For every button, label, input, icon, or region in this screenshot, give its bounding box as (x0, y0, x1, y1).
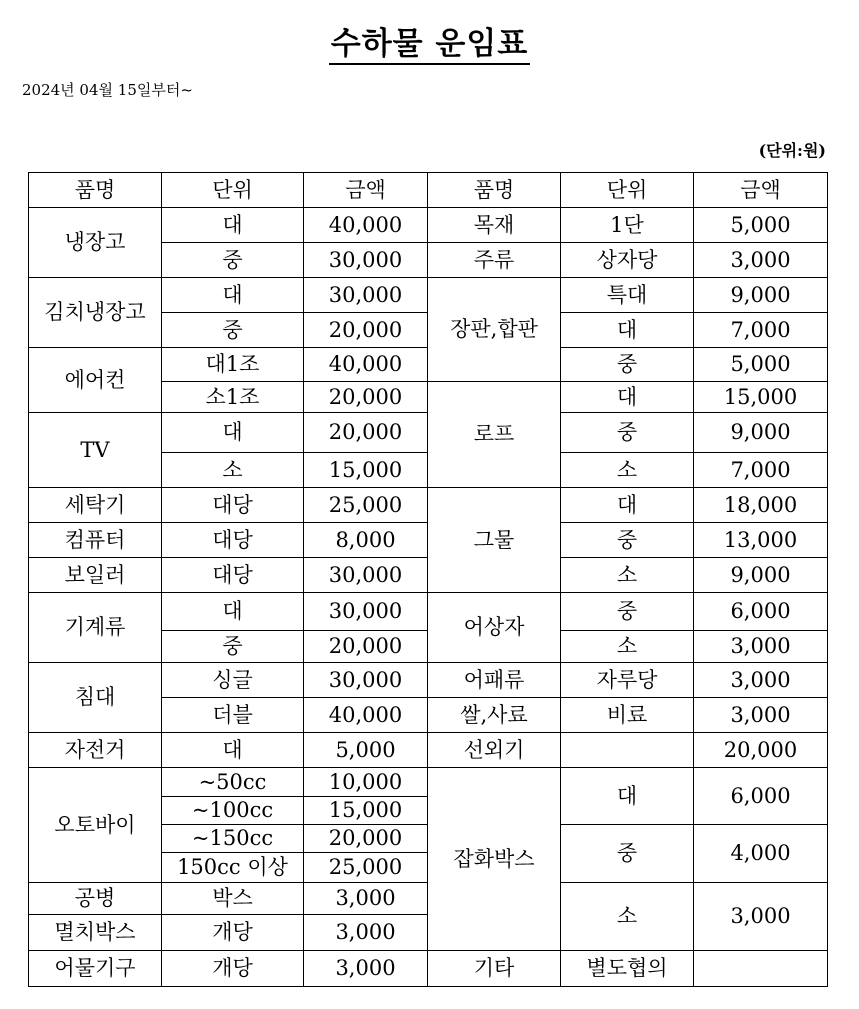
item-amount: 20,000 (304, 382, 428, 413)
item-unit: ~50cc (162, 768, 304, 797)
item-amount: 15,000 (304, 453, 428, 488)
item-unit: 중 (561, 523, 694, 558)
item-unit: 150cc 이상 (162, 853, 304, 883)
item-amount: 20,000 (304, 413, 428, 453)
item-name: 그물 (428, 488, 561, 593)
item-amount: 3,000 (304, 915, 428, 951)
item-name: 목재 (428, 208, 561, 243)
item-name: TV (29, 413, 162, 488)
item-amount: 6,000 (694, 768, 828, 825)
item-unit: 대 (561, 488, 694, 523)
header-unit: 단위 (162, 173, 304, 208)
item-unit (561, 733, 694, 768)
item-unit: 대1조 (162, 348, 304, 382)
item-unit: 더블 (162, 698, 304, 733)
item-amount: 3,000 (694, 243, 828, 278)
item-unit: 비료 (561, 698, 694, 733)
item-name: 공병 (29, 883, 162, 915)
item-unit: 대 (561, 382, 694, 413)
item-amount: 40,000 (304, 698, 428, 733)
item-amount: 30,000 (304, 593, 428, 631)
item-unit: 소 (561, 453, 694, 488)
item-name: 오토바이 (29, 768, 162, 883)
item-unit: 중 (162, 313, 304, 348)
freight-rate-table (28, 172, 828, 987)
item-unit: 별도협의 (561, 951, 694, 987)
item-unit: 대 (162, 413, 304, 453)
item-unit: 중 (162, 631, 304, 663)
item-name: 멸치박스 (29, 915, 162, 951)
item-amount: 25,000 (304, 853, 428, 883)
item-amount: 30,000 (304, 278, 428, 313)
item-name: 보일러 (29, 558, 162, 593)
item-amount: 13,000 (694, 523, 828, 558)
item-amount: 4,000 (694, 825, 828, 883)
item-amount: 30,000 (304, 558, 428, 593)
item-name: 냉장고 (29, 208, 162, 278)
item-amount: 9,000 (694, 278, 828, 313)
item-unit: 특대 (561, 278, 694, 313)
item-amount: 5,000 (694, 208, 828, 243)
item-unit: ~150cc (162, 825, 304, 853)
item-unit: 대 (162, 208, 304, 243)
item-amount: 5,000 (304, 733, 428, 768)
item-amount: 20,000 (304, 313, 428, 348)
table-header-row (29, 173, 828, 208)
item-name: 장판,합판 (428, 278, 561, 382)
table-row (29, 663, 828, 698)
item-amount: 20,000 (694, 733, 828, 768)
item-amount: 40,000 (304, 348, 428, 382)
table-row (29, 593, 828, 631)
item-amount: 9,000 (694, 558, 828, 593)
item-unit: 자루당 (561, 663, 694, 698)
table-row (29, 733, 828, 768)
item-unit: 대 (162, 278, 304, 313)
item-unit: 대 (162, 733, 304, 768)
item-name: 기타 (428, 951, 561, 987)
item-name: 컴퓨터 (29, 523, 162, 558)
item-unit: 개당 (162, 915, 304, 951)
item-unit: 대 (561, 313, 694, 348)
item-amount: 40,000 (304, 208, 428, 243)
item-amount: 15,000 (304, 797, 428, 825)
item-name: 침대 (29, 663, 162, 733)
item-unit: 소1조 (162, 382, 304, 413)
item-name: 에어컨 (29, 348, 162, 413)
item-name: 잡화박스 (428, 768, 561, 951)
item-name: 어상자 (428, 593, 561, 663)
item-amount: 18,000 (694, 488, 828, 523)
item-amount: 3,000 (694, 698, 828, 733)
item-amount: 7,000 (694, 453, 828, 488)
item-unit: 상자당 (561, 243, 694, 278)
item-name: 어패류 (428, 663, 561, 698)
item-amount: 3,000 (694, 631, 828, 663)
item-unit: ~100cc (162, 797, 304, 825)
page-title: 수하물 운임표 (0, 18, 859, 63)
item-amount: 8,000 (304, 523, 428, 558)
item-amount (694, 951, 828, 987)
item-unit: 중 (561, 413, 694, 453)
item-name: 세탁기 (29, 488, 162, 523)
item-amount: 5,000 (694, 348, 828, 382)
item-unit: 중 (162, 243, 304, 278)
item-amount: 20,000 (304, 631, 428, 663)
item-amount: 20,000 (304, 825, 428, 853)
table-row (29, 278, 828, 313)
item-name: 어물기구 (29, 951, 162, 987)
item-unit: 대당 (162, 558, 304, 593)
item-amount: 7,000 (694, 313, 828, 348)
header-item: 품명 (29, 173, 162, 208)
unit-note: (단위:원) (758, 141, 826, 160)
item-unit: 소 (561, 631, 694, 663)
item-name: 로프 (428, 382, 561, 488)
item-amount: 3,000 (304, 951, 428, 987)
item-name: 주류 (428, 243, 561, 278)
item-amount: 10,000 (304, 768, 428, 797)
item-amount: 9,000 (694, 413, 828, 453)
item-amount: 3,000 (694, 663, 828, 698)
effective-date: 2024년 04월 15일부터~ (22, 81, 193, 99)
item-unit: 중 (561, 825, 694, 883)
header-amount: 금액 (304, 173, 428, 208)
item-amount: 3,000 (694, 883, 828, 951)
header-unit: 단위 (561, 173, 694, 208)
item-unit: 소 (561, 558, 694, 593)
item-amount: 3,000 (304, 883, 428, 915)
table-row (29, 208, 828, 243)
item-unit: 중 (561, 348, 694, 382)
item-amount: 6,000 (694, 593, 828, 631)
item-name: 선외기 (428, 733, 561, 768)
item-unit: 1단 (561, 208, 694, 243)
item-amount: 15,000 (694, 382, 828, 413)
table-row (29, 768, 828, 797)
item-unit: 대 (162, 593, 304, 631)
item-unit: 싱글 (162, 663, 304, 698)
item-unit: 중 (561, 593, 694, 631)
item-unit: 대당 (162, 488, 304, 523)
item-name: 김치냉장고 (29, 278, 162, 348)
item-unit: 대 (561, 768, 694, 825)
item-amount: 30,000 (304, 663, 428, 698)
item-unit: 박스 (162, 883, 304, 915)
item-name: 자전거 (29, 733, 162, 768)
item-unit: 대당 (162, 523, 304, 558)
item-name: 기계류 (29, 593, 162, 663)
item-amount: 25,000 (304, 488, 428, 523)
item-amount: 30,000 (304, 243, 428, 278)
header-amount: 금액 (694, 173, 828, 208)
item-unit: 소 (561, 883, 694, 951)
item-unit: 개당 (162, 951, 304, 987)
table-row (29, 488, 828, 523)
header-item: 품명 (428, 173, 561, 208)
item-unit: 소 (162, 453, 304, 488)
table-row (29, 951, 828, 987)
item-name: 쌀,사료 (428, 698, 561, 733)
